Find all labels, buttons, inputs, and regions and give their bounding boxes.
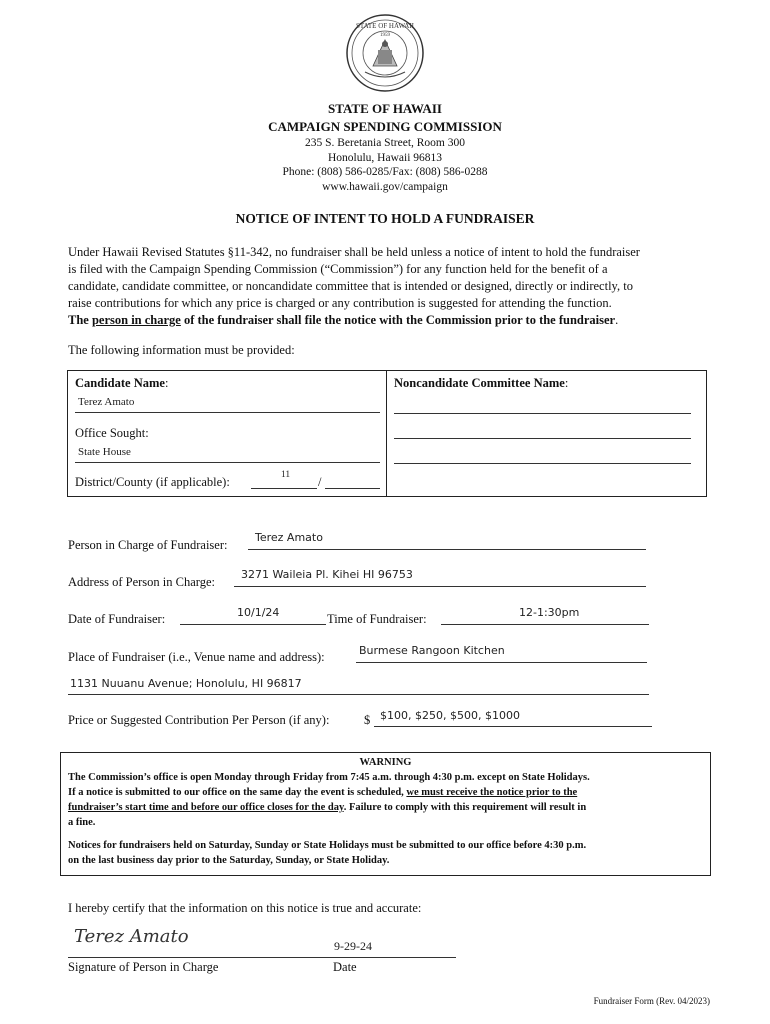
- office-sought-line: [75, 462, 380, 463]
- warning-box: [60, 752, 711, 876]
- warning-line-6: on the last business day prior to the Saturday, Sunday, or State Holiday.: [68, 855, 390, 866]
- place-value-2[interactable]: 1131 Nuuanu Avenue; Honolulu, HI 96817: [70, 677, 302, 690]
- address-line-1: 235 S. Beretania Street, Room 300: [304, 137, 466, 149]
- place-line: [356, 662, 647, 663]
- price-label: Price or Suggested Contribution Per Person (if any):: [68, 713, 330, 727]
- place-line-2: [68, 694, 649, 695]
- bold-end: .: [615, 313, 619, 327]
- state-heading: STATE OF HAWAII: [328, 101, 442, 116]
- seal-text: STATE OF HAWAII: [356, 22, 414, 30]
- date-label: Date of Fundraiser:: [68, 612, 166, 626]
- place-label: Place of Fundraiser (i.e., Venue name and address):: [68, 650, 325, 664]
- seal-year: 1959: [380, 33, 390, 38]
- person-in-charge-value[interactable]: Terez Amato: [255, 531, 323, 544]
- price-line: [374, 726, 652, 727]
- noncandidate-line-3[interactable]: [394, 463, 691, 464]
- signature-date-value[interactable]: 9-29-24: [334, 939, 372, 953]
- place-value[interactable]: Burmese Rangoon Kitchen: [359, 644, 505, 657]
- bold-underlined: person in charge: [91, 313, 181, 327]
- candidate-name-value[interactable]: Terez Amato: [78, 396, 135, 408]
- bold-part-a: The: [68, 313, 92, 327]
- noncandidate-line-1[interactable]: [394, 413, 691, 414]
- warning-line-5: Notices for fundraisers held on Saturday, Sunday or State Holidays must be submitted to our office before 4:30 p.m.: [68, 840, 587, 851]
- box-divider: [386, 371, 387, 496]
- address-line: [234, 586, 646, 587]
- person-in-charge-label: Person in Charge of Fundraiser:: [68, 538, 228, 552]
- county-line: [325, 488, 380, 489]
- following-text: The following information must be provided:: [68, 343, 295, 357]
- signature[interactable]: Terez Amato: [74, 926, 189, 947]
- signature-line: [68, 957, 456, 958]
- date-line: [180, 624, 326, 625]
- time-value[interactable]: 12-1:30pm: [519, 606, 580, 619]
- warning-line-1: The Commission’s office is open Monday through Friday from 7:45 a.m. through 4:30 p.m. except on State Holidays.: [68, 772, 590, 783]
- address-value[interactable]: 3271 Waileia Pl. Kihei HI 96753: [241, 568, 413, 581]
- state-seal: [345, 10, 425, 96]
- bold-part-b: of the fundraiser shall file the notice with the Commission prior to the fundraiser: [180, 313, 616, 327]
- form-revision: Fundraiser Form (Rev. 04/2023): [593, 996, 710, 1006]
- date-sign-label: Date: [333, 960, 357, 974]
- intro-paragraph: [68, 244, 708, 329]
- date-value[interactable]: 10/1/24: [237, 606, 280, 619]
- price-dollar: $: [364, 713, 371, 727]
- website: www.hawaii.gov/campaign: [322, 181, 448, 193]
- person-in-charge-line: [248, 549, 646, 550]
- certify-text: I hereby certify that the information on this notice is true and accurate:: [68, 901, 422, 915]
- warning-line-4: a fine.: [68, 817, 96, 828]
- noncandidate-line-2[interactable]: [394, 438, 691, 439]
- office-sought-value[interactable]: State House: [78, 446, 131, 458]
- district-value[interactable]: 11: [281, 470, 291, 480]
- office-sought-label: Office Sought:: [75, 426, 149, 440]
- district-label: District/County (if applicable):: [75, 475, 230, 489]
- agency-heading: CAMPAIGN SPENDING COMMISSION: [268, 119, 502, 134]
- warning-title: WARNING: [359, 757, 412, 768]
- signature-label: Signature of Person in Charge: [68, 960, 219, 974]
- form-title: NOTICE OF INTENT TO HOLD A FUNDRAISER: [235, 211, 535, 226]
- warning-line-3: fundraiser’s start time and before our office closes for the day. Failure to comply with this requirement will result in: [68, 802, 587, 813]
- time-label: Time of Fundraiser:: [327, 612, 427, 626]
- candidate-name-label: Candidate Name:: [75, 376, 169, 390]
- phone-fax: Phone: (808) 586-0285/Fax: (808) 586-0288: [282, 166, 488, 178]
- address-line-2: Honolulu, Hawaii 96813: [327, 152, 443, 164]
- noncandidate-label: Noncandidate Committee Name:: [394, 376, 569, 390]
- intro-line-4: raise contributions for which any price is charged or any contribution is suggested for attending the function.: [68, 296, 612, 310]
- address-label: Address of Person in Charge:: [68, 575, 215, 589]
- intro-line-2: is filed with the Campaign Spending Commission (“Commission”) for any function held for the benefit of a: [68, 262, 608, 276]
- price-value[interactable]: $100, $250, $500, $1000: [380, 709, 520, 722]
- district-slash: /: [318, 475, 322, 489]
- intro-line-3: candidate, candidate committee, or noncandidate committee that is intended or designed, directly or indirectly, to: [68, 279, 633, 293]
- candidate-name-line: [75, 412, 380, 413]
- intro-line-1: Under Hawaii Revised Statutes §11-342, no fundraiser shall be held unless a notice of intent to hold the fundraiser: [68, 245, 640, 259]
- intro-bold-line: [68, 312, 708, 329]
- district-line: [251, 488, 317, 489]
- time-line: [441, 624, 649, 625]
- warning-line-2: If a notice is submitted to our office on the same day the event is scheduled, we must receive the notice prior to the: [68, 787, 578, 798]
